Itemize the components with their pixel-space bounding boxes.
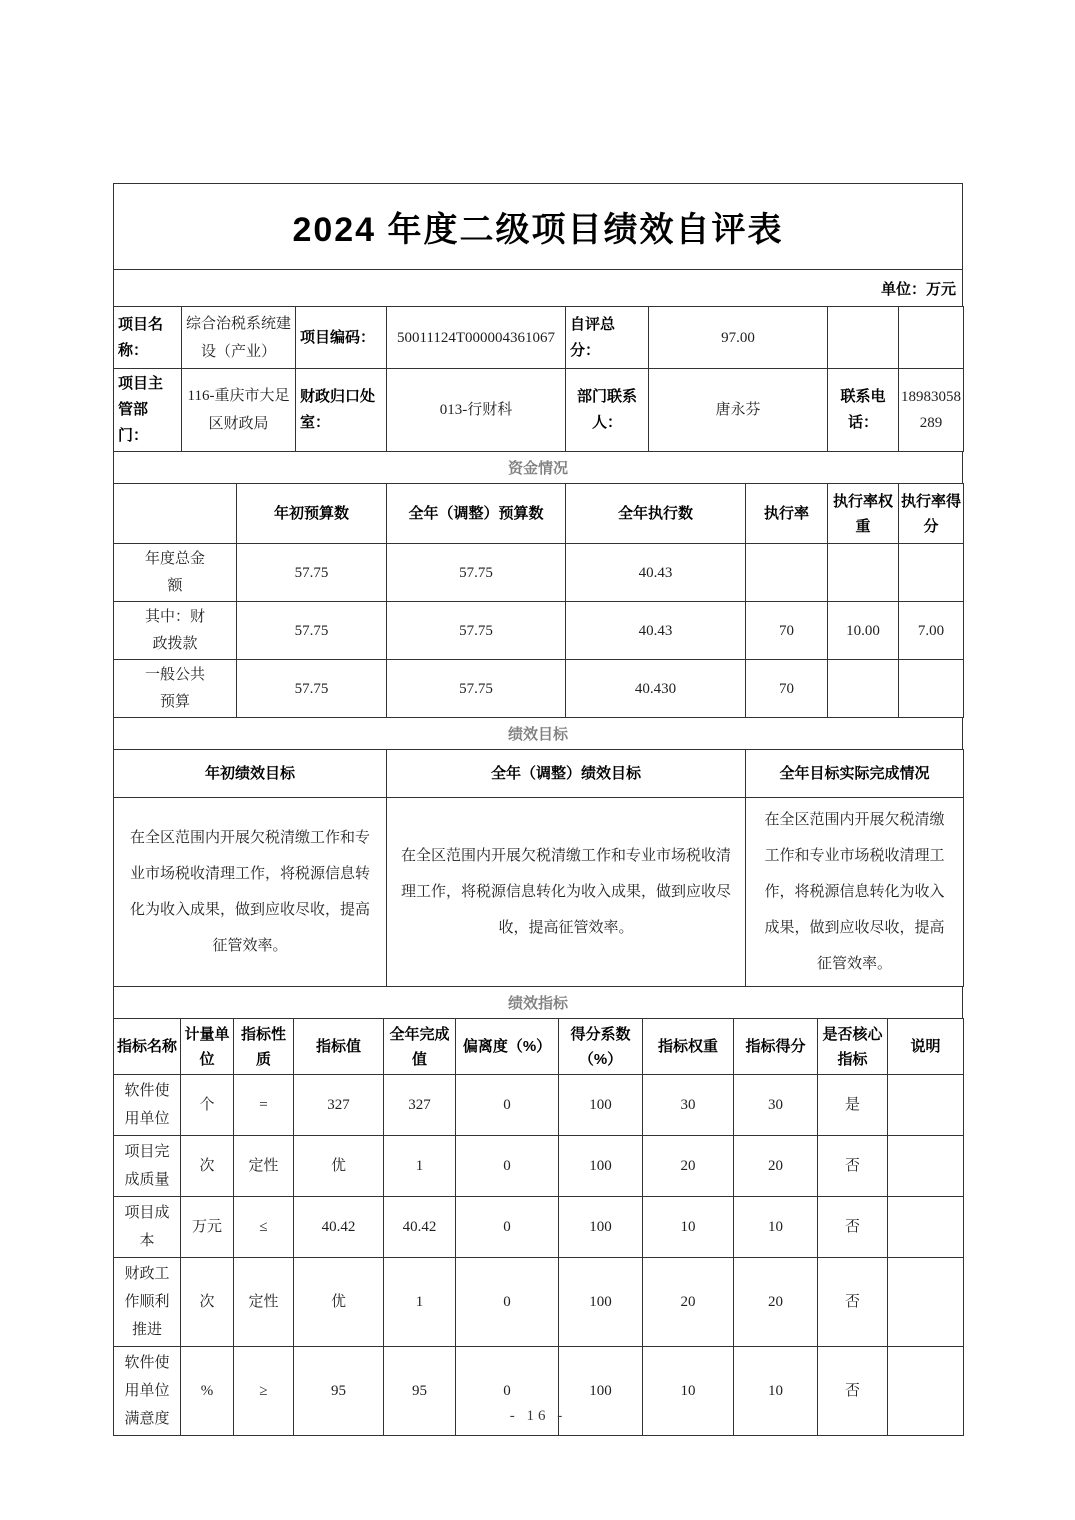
table-row bbox=[114, 798, 964, 987]
table-cell: ≤ bbox=[234, 1197, 294, 1258]
section-goals-title: 绩效目标 bbox=[507, 726, 568, 743]
table-cell: 一般公共预算 bbox=[114, 660, 237, 718]
table-cell: % bbox=[181, 1347, 234, 1436]
project-info-table bbox=[113, 306, 964, 452]
table-cell: 万元 bbox=[181, 1197, 234, 1258]
table-cell: 95 bbox=[294, 1347, 384, 1436]
table-cell: 20 bbox=[643, 1136, 734, 1197]
table-cell: 0 bbox=[456, 1075, 559, 1136]
table-cell: 40.430 bbox=[566, 660, 746, 718]
indicator-header-note: 说明 bbox=[888, 1019, 964, 1075]
table-cell: 40.42 bbox=[384, 1197, 456, 1258]
project-code-value: 50011124T000004361067 bbox=[387, 307, 566, 369]
table-cell bbox=[888, 1258, 964, 1347]
table-cell: 项目完成质量 bbox=[114, 1136, 181, 1197]
table-cell: 7.00 bbox=[899, 602, 964, 660]
indicator-header-weight: 指标权重 bbox=[643, 1019, 734, 1075]
self-score-label: 自评总分： bbox=[566, 307, 649, 369]
table-cell bbox=[899, 660, 964, 718]
office-label: 财政归口处室： bbox=[296, 369, 387, 452]
section-indicators-header bbox=[113, 986, 963, 1019]
section-indicators-title: 绩效指标 bbox=[507, 995, 568, 1012]
table-cell: 年度总金额 bbox=[114, 544, 237, 602]
table-cell bbox=[899, 544, 964, 602]
project-code-label: 项目编码： bbox=[296, 307, 387, 369]
page-number: - 16 - bbox=[509, 1408, 567, 1424]
indicator-header-deviation: 偏离度（%） bbox=[456, 1019, 559, 1075]
table-row bbox=[114, 1136, 964, 1197]
table-row bbox=[114, 660, 964, 718]
table-cell: 327 bbox=[384, 1075, 456, 1136]
section-funding-header bbox=[113, 451, 963, 484]
office-value: 013-行财科 bbox=[387, 369, 566, 452]
table-cell: 定性 bbox=[234, 1136, 294, 1197]
indicator-header-nature: 指标性质 bbox=[234, 1019, 294, 1075]
funding-header-executed: 全年执行数 bbox=[566, 484, 746, 544]
table-row bbox=[114, 1197, 964, 1258]
table-cell: 20 bbox=[643, 1258, 734, 1347]
contact-value: 唐永芬 bbox=[649, 369, 828, 452]
goals-table bbox=[113, 749, 964, 987]
table-cell: 否 bbox=[818, 1136, 888, 1197]
table-cell: 在全区范围内开展欠税清缴工作和专业市场税收清理工作，将税源信息转化为收入成果，做到应收尽收，提高征管效率。 bbox=[387, 798, 746, 987]
self-score-value: 97.00 bbox=[649, 307, 828, 369]
table-cell: 10 bbox=[734, 1197, 818, 1258]
table-cell: 优 bbox=[294, 1258, 384, 1347]
table-cell: 个 bbox=[181, 1075, 234, 1136]
self-evaluation-form bbox=[113, 183, 963, 1436]
unit-note-row bbox=[113, 269, 963, 307]
table-cell: 项目成本 bbox=[114, 1197, 181, 1258]
table-cell: 在全区范围内开展欠税清缴工作和专业市场税收清理工作，将税源信息转化为收入成果，做到应收尽收，提高征管效率。 bbox=[746, 798, 964, 987]
indicator-header-core: 是否核心指标 bbox=[818, 1019, 888, 1075]
table-cell: 0 bbox=[456, 1136, 559, 1197]
table-cell: 优 bbox=[294, 1136, 384, 1197]
table-cell: = bbox=[234, 1075, 294, 1136]
table-cell: 57.75 bbox=[237, 544, 387, 602]
table-cell: 在全区范围内开展欠税清缴工作和专业市场税收清理工作，将税源信息转化为收入成果，做到应收尽收，提高征管效率。 bbox=[114, 798, 387, 987]
empty-cell bbox=[899, 307, 964, 369]
table-row bbox=[114, 602, 964, 660]
indicators-table bbox=[113, 1018, 964, 1436]
table-cell: 70 bbox=[746, 660, 828, 718]
title-row bbox=[113, 183, 963, 270]
section-funding-title: 资金情况 bbox=[507, 460, 568, 477]
table-cell bbox=[888, 1197, 964, 1258]
funding-header-execution-rate: 执行率 bbox=[746, 484, 828, 544]
page-title: 2024 年度二级项目绩效自评表 bbox=[292, 211, 784, 249]
table-cell: 财政工作顺利推进 bbox=[114, 1258, 181, 1347]
funding-table bbox=[113, 483, 964, 718]
table-cell: 70 bbox=[746, 602, 828, 660]
indicator-header-name: 指标名称 bbox=[114, 1019, 181, 1075]
table-cell: 是 bbox=[818, 1075, 888, 1136]
dept-label: 项目主管部门： bbox=[114, 369, 182, 452]
empty-cell bbox=[828, 307, 899, 369]
project-name-label: 项目名称： bbox=[114, 307, 182, 369]
table-cell: 327 bbox=[294, 1075, 384, 1136]
table-cell: 否 bbox=[818, 1197, 888, 1258]
table-cell: 软件使用单位 bbox=[114, 1075, 181, 1136]
table-cell: 100 bbox=[559, 1258, 643, 1347]
table-cell: 40.43 bbox=[566, 602, 746, 660]
goals-header-actual: 全年目标实际完成情况 bbox=[746, 750, 964, 798]
table-cell: 定性 bbox=[234, 1258, 294, 1347]
project-name-value: 综合治税系统建设（产业） bbox=[182, 307, 296, 369]
indicator-header-completed: 全年完成值 bbox=[384, 1019, 456, 1075]
funding-header-blank bbox=[114, 484, 237, 544]
table-cell bbox=[746, 544, 828, 602]
table-cell: 否 bbox=[818, 1347, 888, 1436]
dept-value: 116-重庆市大足区财政局 bbox=[182, 369, 296, 452]
table-cell: 其中：财政拨款 bbox=[114, 602, 237, 660]
table-cell: 否 bbox=[818, 1258, 888, 1347]
table-cell: 1 bbox=[384, 1136, 456, 1197]
table-header-row bbox=[114, 1019, 964, 1075]
table-cell: 10 bbox=[643, 1197, 734, 1258]
contact-label: 部门联系人： bbox=[566, 369, 649, 452]
table-row bbox=[114, 544, 964, 602]
table-cell: ≥ bbox=[234, 1347, 294, 1436]
table-cell: 0 bbox=[456, 1347, 559, 1436]
table-cell bbox=[828, 544, 899, 602]
funding-header-rate-weight: 执行率权重 bbox=[828, 484, 899, 544]
unit-note: 单位：万元 bbox=[880, 280, 956, 298]
table-cell: 20 bbox=[734, 1136, 818, 1197]
table-cell: 57.75 bbox=[387, 660, 566, 718]
table-cell: 57.75 bbox=[237, 660, 387, 718]
table-cell: 95 bbox=[384, 1347, 456, 1436]
goals-header-adjusted: 全年（调整）绩效目标 bbox=[387, 750, 746, 798]
table-cell: 1 bbox=[384, 1258, 456, 1347]
table-cell: 40.42 bbox=[294, 1197, 384, 1258]
table-cell: 57.75 bbox=[387, 602, 566, 660]
phone-value: 18983058289 bbox=[899, 369, 964, 452]
table-cell: 20 bbox=[734, 1258, 818, 1347]
table-cell: 100 bbox=[559, 1347, 643, 1436]
table-cell: 10 bbox=[734, 1347, 818, 1436]
table-cell: 30 bbox=[643, 1075, 734, 1136]
table-cell: 次 bbox=[181, 1258, 234, 1347]
section-goals-header bbox=[113, 717, 963, 750]
table-cell bbox=[828, 660, 899, 718]
table-cell: 100 bbox=[559, 1075, 643, 1136]
table-header-row bbox=[114, 484, 964, 544]
table-cell: 57.75 bbox=[387, 544, 566, 602]
table-cell: 40.43 bbox=[566, 544, 746, 602]
indicator-header-unit: 计量单位 bbox=[181, 1019, 234, 1075]
phone-label: 联系电话： bbox=[828, 369, 899, 452]
funding-header-rate-score: 执行率得分 bbox=[899, 484, 964, 544]
table-header-row bbox=[114, 750, 964, 798]
indicator-header-score-coef: 得分系数（%） bbox=[559, 1019, 643, 1075]
funding-header-initial-budget: 年初预算数 bbox=[237, 484, 387, 544]
table-cell: 0 bbox=[456, 1197, 559, 1258]
table-cell: 软件使用单位满意度 bbox=[114, 1347, 181, 1436]
table-row bbox=[114, 307, 964, 369]
table-cell: 57.75 bbox=[237, 602, 387, 660]
table-cell: 次 bbox=[181, 1136, 234, 1197]
table-cell: 30 bbox=[734, 1075, 818, 1136]
table-cell bbox=[888, 1075, 964, 1136]
goals-header-initial: 年初绩效目标 bbox=[114, 750, 387, 798]
funding-header-adjusted-budget: 全年（调整）预算数 bbox=[387, 484, 566, 544]
table-cell: 10.00 bbox=[828, 602, 899, 660]
table-cell: 10 bbox=[643, 1347, 734, 1436]
indicator-header-target: 指标值 bbox=[294, 1019, 384, 1075]
table-cell bbox=[888, 1136, 964, 1197]
table-row bbox=[114, 1258, 964, 1347]
table-row bbox=[114, 1075, 964, 1136]
table-row bbox=[114, 369, 964, 452]
table-cell: 100 bbox=[559, 1136, 643, 1197]
table-cell: 0 bbox=[456, 1258, 559, 1347]
indicator-header-score: 指标得分 bbox=[734, 1019, 818, 1075]
table-cell: 100 bbox=[559, 1197, 643, 1258]
